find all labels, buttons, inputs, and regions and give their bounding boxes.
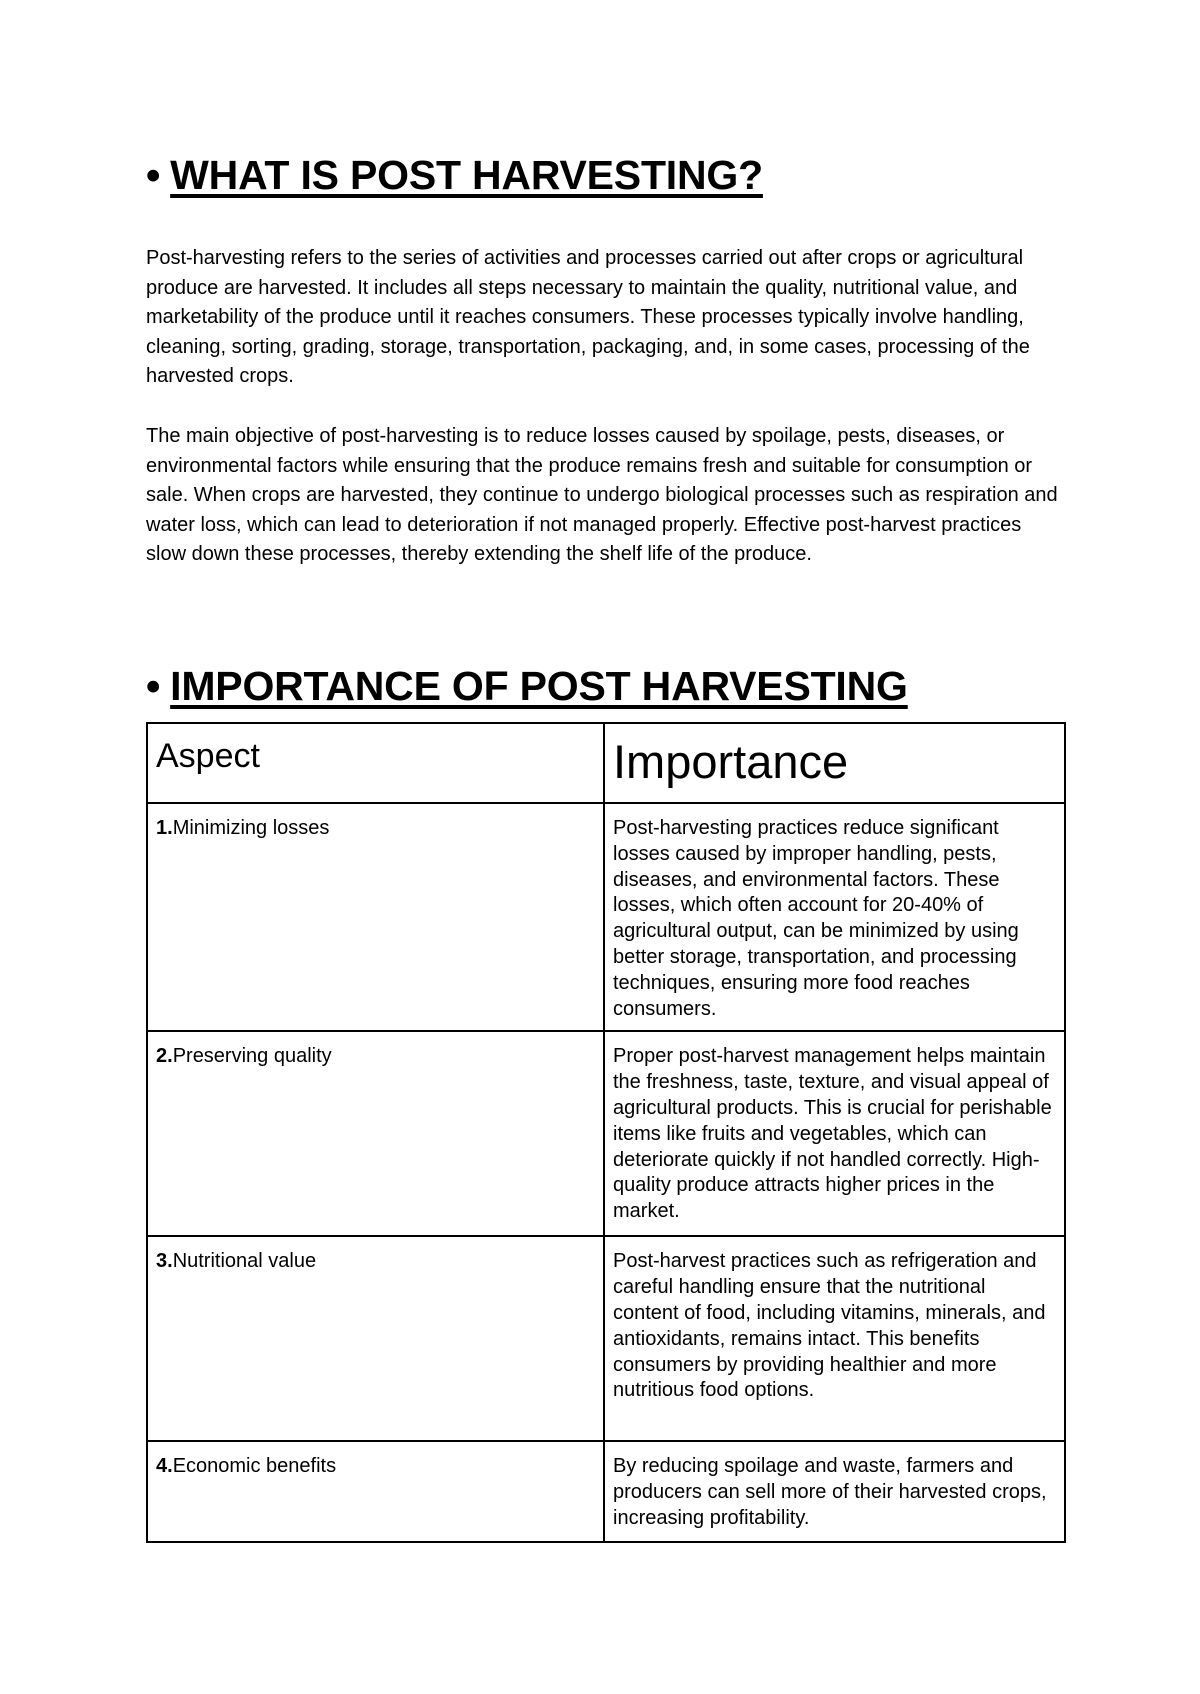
aspect-label: Minimizing losses xyxy=(172,817,330,839)
aspect-cell xyxy=(147,1031,604,1236)
section-heading-text: IMPORTANCE OF POST HARVESTING xyxy=(170,663,908,709)
header-importance: Importance xyxy=(604,723,1065,803)
table-row xyxy=(147,1236,1065,1441)
aspect-label: Nutritional value xyxy=(172,1250,317,1273)
aspect-label: Economic benefits xyxy=(172,1455,337,1478)
table-row xyxy=(147,1031,1065,1236)
bullet-icon: • xyxy=(146,663,161,709)
objective-paragraph: The main objective of post-harvesting is to reduce losses caused by spoilage, pests, diseases, or environmental factors while ensuring that the produce remains fresh and suitable for consumption or sale. When crops are harvested, they continue to undergo biological processes such as respiration and water loss, which can lead to deterioration if not managed properly. Effective post-harvest practices slow down these processes, thereby extending the shelf life of the produce. xyxy=(146,425,1058,566)
importance-cell: Proper post-harvest management helps maintain the freshness, taste, texture, and visual appeal of agricultural products. This is crucial for perishable items like fruits and vegetables, which can deteriorate quickly if not handled correctly. High-quality produce attracts higher prices in the market. xyxy=(604,1031,1065,1236)
importance-cell: By reducing spoilage and waste, farmers and producers can sell more of their harvested crops, increasing profitability. xyxy=(604,1441,1065,1542)
section-heading-what-is xyxy=(146,151,763,199)
importance-cell: Post-harvesting practices reduce significant losses caused by improper handling, pests, diseases, and environmental factors. These losses, which often account for 20-40% of agricultural output, can be minimized by using better storage, transportation, and processing techniques, ensuring more food reaches consumers. xyxy=(604,803,1065,1031)
table-header-row xyxy=(147,723,1065,803)
aspect-label: Preserving quality xyxy=(172,1045,332,1068)
section-heading-text: WHAT IS POST HARVESTING? xyxy=(170,152,763,198)
row-number: 1. xyxy=(156,817,173,839)
aspect-cell xyxy=(147,1441,604,1542)
intro-paragraph: Post-harvesting refers to the series of activities and processes carried out after crops or agricultural produce are harvested. It includes all steps necessary to maintain the quality, nutritional value, and marketability of the produce until it reaches consumers. These processes typically involve handling, cleaning, sorting, grading, storage, transportation, packaging, and, in some cases, processing of the harvested crops. xyxy=(146,247,1030,388)
aspect-cell xyxy=(147,803,604,1031)
row-number: 3. xyxy=(156,1250,173,1273)
aspect-cell xyxy=(147,1236,604,1441)
importance-table xyxy=(146,722,1066,1543)
table-row xyxy=(147,1441,1065,1542)
row-number: 4. xyxy=(156,1455,173,1478)
row-number: 2. xyxy=(156,1045,173,1068)
bullet-icon: • xyxy=(146,152,161,198)
table-row xyxy=(147,803,1065,1031)
header-aspect: Aspect xyxy=(147,723,604,803)
section-heading-importance xyxy=(146,662,908,710)
importance-cell: Post-harvest practices such as refrigeration and careful handling ensure that the nutritional content of food, including vitamins, minerals, and antioxidants, remains intact. This benefits consumers by providing healthier and more nutritious food options. xyxy=(604,1236,1065,1441)
